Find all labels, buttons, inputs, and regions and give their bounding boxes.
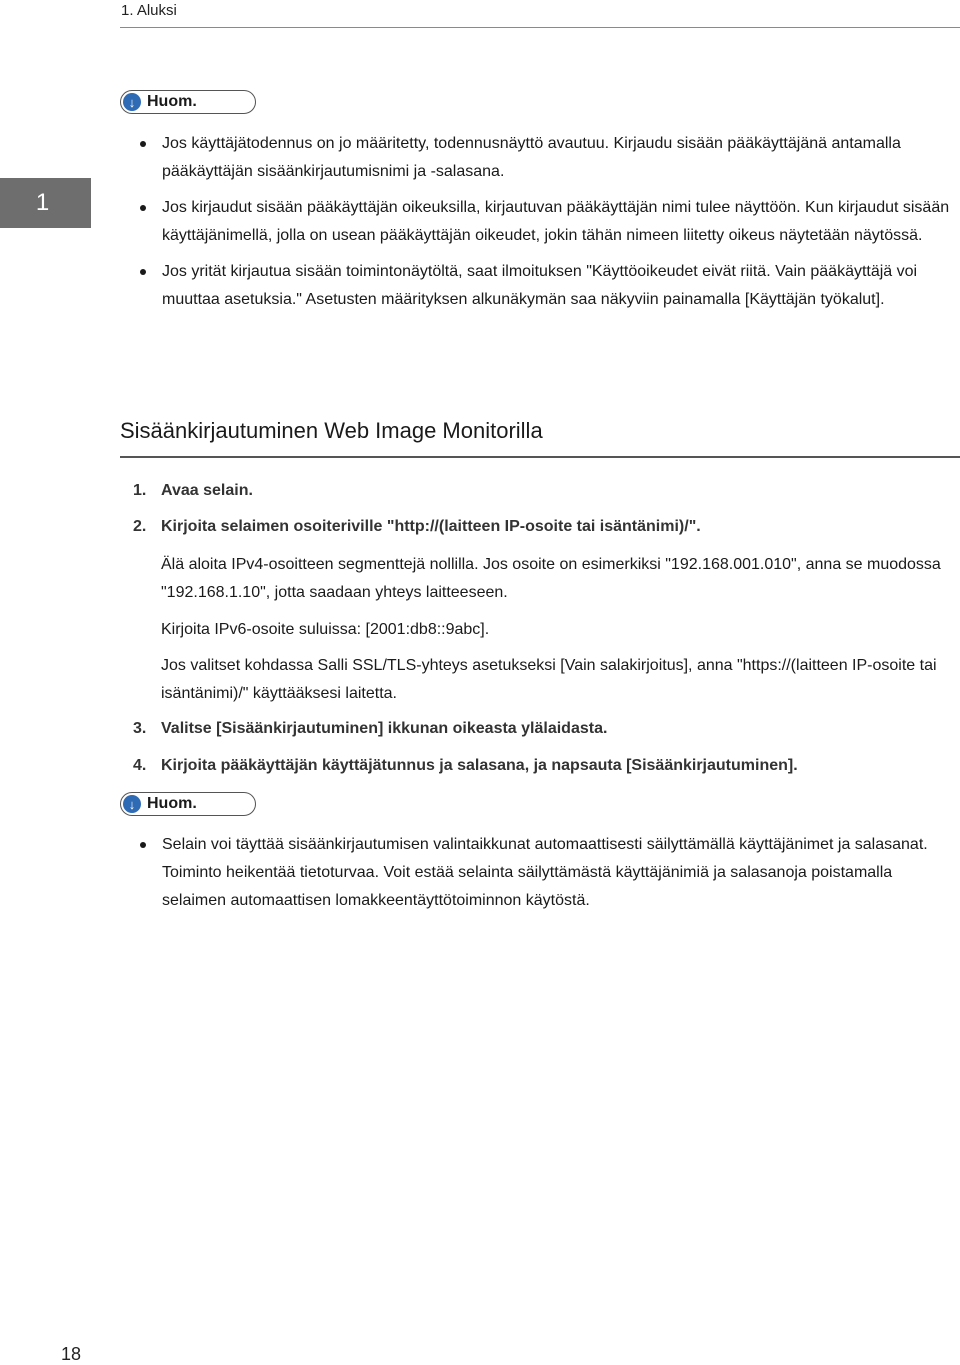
step-3 (133, 720, 953, 738)
step-number: 3. (133, 720, 147, 737)
note-label: Huom. (147, 795, 197, 812)
chapter-tab (0, 178, 91, 228)
chapter-number: 1 (35, 189, 50, 216)
section-heading: Sisäänkirjautuminen Web Image Monitorilla (120, 418, 543, 443)
step-number: 2. (133, 518, 147, 535)
step-1 (133, 482, 953, 500)
note-list (120, 130, 950, 322)
step-text: Avaa selain. (161, 482, 253, 499)
step-paragraph: Jos valitset kohdassa Salli SSL/TLS-yhteys asetukseksi [Vain salakirjoitus], anna "https://(laitteen IP-osoite tai isäntänimi)/" käyttääksesi laitetta. (161, 657, 937, 702)
page-number: 18 (61, 1344, 82, 1364)
step-text: Kirjoita pääkäyttäjän käyttäjätunnus ja salasana, ja napsauta [Sisäänkirjautuminen]. (161, 757, 798, 774)
note-list (120, 831, 950, 923)
list-item: Jos kirjaudut sisään pääkäyttäjän oikeuksilla, kirjautuvan pääkäyttäjän nimi tulee näyttöön. Kun kirjaudut sisään käyttäjänimellä, jolla on usean pääkäyttäjän oikeudet, jokin tähän nimeen liitetty oikeus näytetään näytössä. (120, 194, 950, 250)
list-item: Jos käyttäjätodennus on jo määritetty, todennusnäyttö avautuu. Kirjaudu sisään pääkäyttäjänä antamalla pääkäyttäjän sisäänkirjautumisnimi ja -salasana. (120, 130, 950, 186)
step-text: Kirjoita selaimen osoiteriville "http://(laitteen IP-osoite tai isäntänimi)/". (161, 518, 701, 535)
step-number: 4. (133, 757, 147, 774)
note-label: Huom. (147, 93, 197, 110)
running-header: 1. Aluksi (121, 2, 177, 19)
step-number: 1. (133, 482, 147, 499)
list-item: Jos yrität kirjautua sisään toimintonäytöltä, saat ilmoituksen "Käyttöoikeudet eivät riitä. Vain pääkäyttäjä voi muuttaa asetuksia." Asetusten määrityksen alkunäkymän saa näkyviin painamalla [Käyttäjän työkalut]. (120, 258, 950, 314)
arrow-down-icon: ↓ (123, 93, 141, 111)
arrow-down-icon: ↓ (123, 795, 141, 813)
step-4 (133, 757, 953, 775)
step-2 (133, 518, 953, 536)
section-divider (120, 456, 960, 458)
list-item: Selain voi täyttää sisäänkirjautumisen valintaikkunat automaattisesti säilyttämällä käyttäjänimet ja salasanat. Toiminto heikentää tietoturvaa. Voit estää selainta säilyttämästä käyttäjänimiä ja salasanoja poistamalla selaimen automaattisen lomakkeentäyttötoiminnon käytöstä. (120, 831, 950, 915)
header-divider (120, 27, 960, 28)
step-paragraph: Kirjoita IPv6-osoite suluissa: [2001:db8::9abc]. (161, 621, 490, 638)
step-paragraph: Älä aloita IPv4-osoitteen segmenttejä nollilla. Jos osoite on esimerkiksi "192.168.001.010", anna se muodossa "192.168.1.10", jotta saadaan yhteys laitteeseen. (161, 556, 941, 601)
note-badge (120, 90, 256, 114)
step-text: Valitse [Sisäänkirjautuminen] ikkunan oikeasta ylälaidasta. (161, 720, 608, 737)
note-badge (120, 792, 256, 816)
